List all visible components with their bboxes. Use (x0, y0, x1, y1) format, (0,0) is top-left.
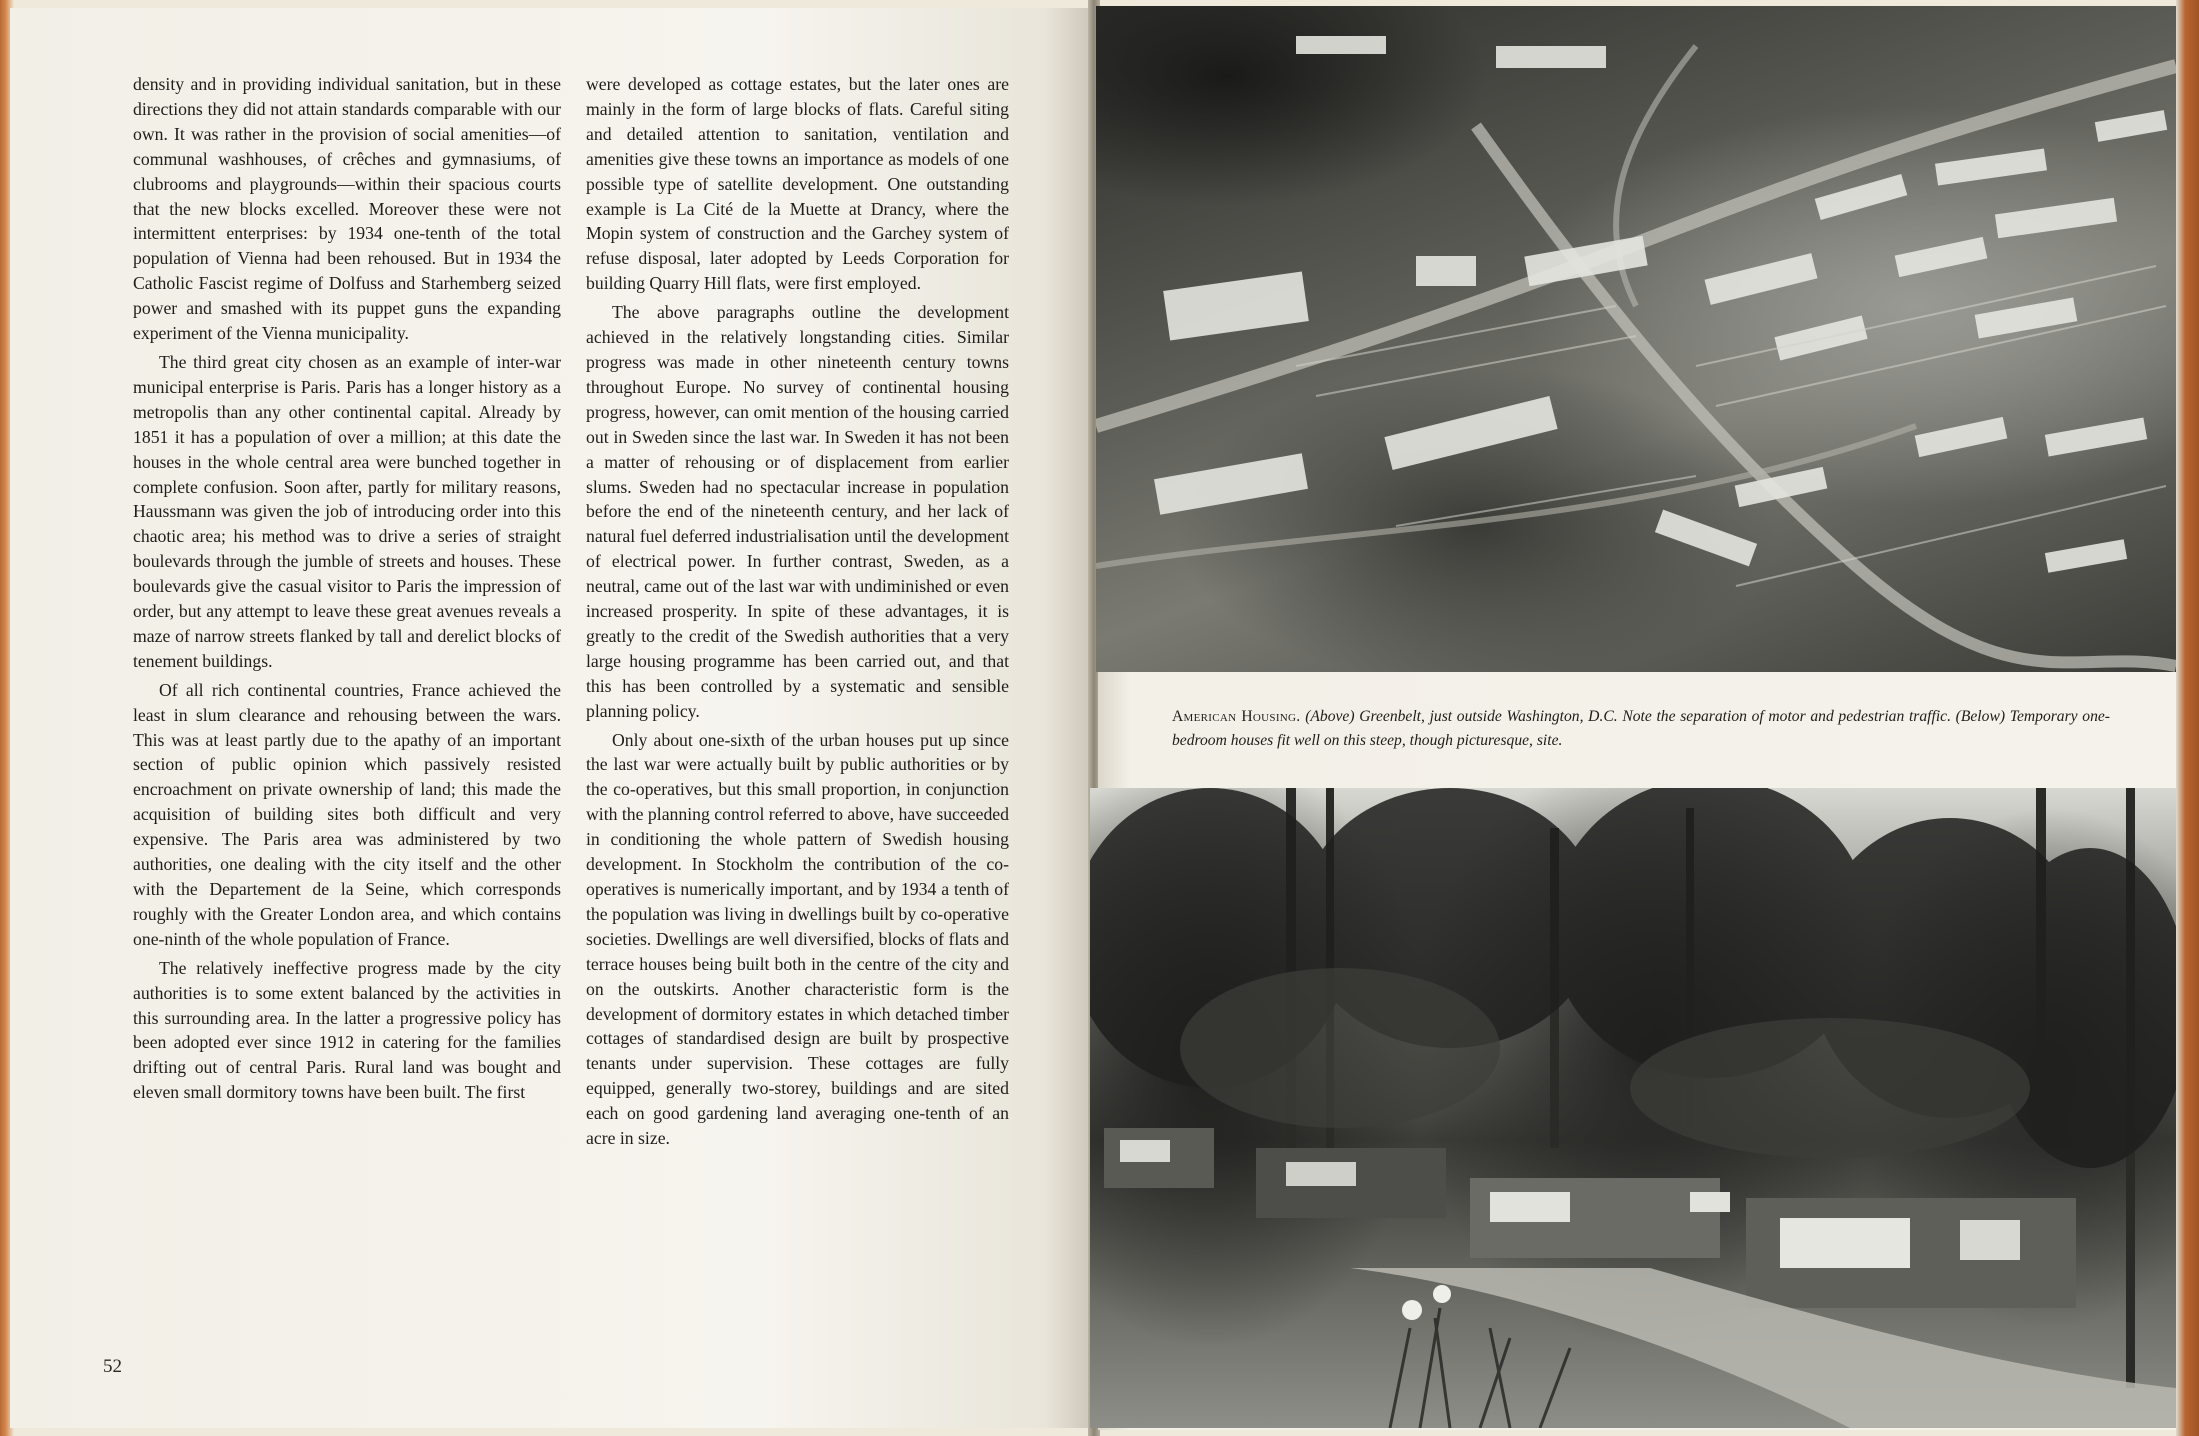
book-cover-edge (2176, 0, 2199, 1436)
aerial-photo-greenbelt (1096, 6, 2176, 672)
text-column-right (586, 72, 1009, 1151)
paragraph: The relatively ineffective progress made by the city authorities is to some extent balanced by the activities in this surrounding area. In the latter a progressive policy has been adopted ever since 1912 in catering for the families drifting out of central Paris. Rural land was bought and eleven small dormitory towns have been built. The first (133, 957, 561, 1103)
caption-text-below: (Below) Temporary one-bedroom houses fit well on this steep, though picturesque, site. (1172, 708, 2110, 749)
caption-lead: American Housing. (1172, 708, 1301, 725)
paragraph: The third great city chosen as an example of inter-war municipal enterprise is Paris. Paris has a longer history as a metropolis than any other continental capital. Already by 1851 it has a population of over a million; at this date the houses in the whole central area were bunched together in complete confusion. Soon after, partly for military reasons, Haussmann was given the job of introducing order into this chaotic area; his method was to drive a series of straight boulevards through the jumble of streets and houses. These boulevards give the casual visitor to Paris the impression of order, but any attempt to leave these great avenues reveals a maze of narrow streets flanked by tall and derelict blocks of tenement buildings. (133, 351, 561, 671)
paragraph: Of all rich continental countries, France achieved the least in slum clearance and rehousing between the wars. This was at least partly due to the apathy of an important section of public opinion which passively resisted encroachment on private ownership of land; this made the acquisition of building sites both difficult and very expensive. The Paris area was administered by two authorities, one dealing with the city itself and the other with the Departement de la Seine, which corresponds roughly with the Greater London area, and which contains one-ninth of the whole population of France. (133, 679, 561, 949)
paragraph: Only about one-sixth of the urban houses put up since the last war were actually built by public authorities or by the co-operatives, but this small proportion, in conjunction with the planning control referred to above, have succeeded in conditioning the whole pattern of Swedish housing development. In Stockholm the contribution of the co-operatives is numerically important, and by 1934 a tenth of the population was living in dwellings built by co-operative societies. Dwellings are well diversified, blocks of flats and terrace houses being built both in the centre of the city and on the outskirts. Another characteristic form is the development of dormitory estates in which detached timber cottages of standardised design are built by prospective tenants under supervision. These cottages are fully equipped, generally two-storey, buildings and are sited each on good gardening land averaging one-tenth of an acre in size. (586, 729, 1009, 1149)
paragraph: density and in providing individual sanitation, but in these directions they did not attain standards comparable with our own. It was rather in the provision of social amenities—of communal washhouses, of crêches and gymnasiums, of clubrooms and playgrounds—within their spacious courts that the new blocks excelled. Moreover these were not intermittent enterprises: by 1934 one-tenth of the total population of Vienna had been rehoused. But in 1934 the Catholic Fascist regime of Dolfuss and Starhemberg seized power and smashed with its puppet guns the expanding experiment of the Vienna municipality. (133, 74, 561, 344)
paragraph: The above paragraphs outline the development achieved in the relatively longstanding cities. Similar progress was made in other nineteenth century towns throughout Europe. No survey of continental housing progress, however, can omit mention of the housing carried out in Sweden since the last war. In Sweden it has not been a matter of rehousing or of displacement from earlier slums. Sweden had no spectacular increase in population before the end of the nineteenth century, and her lack of natural fuel deferred industrialisation until the development of electrical power. In further contrast, Sweden, as a neutral, came out of the last war with undiminished or even increased prosperity. In spite of these advantages, it is greatly to the credit of the Swedish authorities that a very large housing programme has been carried out, and that this has been controlled by a systematic and sensible planning policy. (586, 302, 1009, 721)
page-number: 52 (103, 1356, 122, 1377)
text-column-left (133, 72, 561, 1105)
caption-text-above: (Above) Greenbelt, just outside Washington, D.C. Note the separation of motor and pedestrian traffic. (1305, 708, 1951, 725)
photo-caption (1172, 705, 2110, 753)
paragraph: were developed as cottage estates, but the later ones are mainly in the form of large blocks of flats. Careful siting and detailed attention to sanitation, ventilation and amenities give these towns an importance as models of one possible type of satellite development. One outstanding example is La Cité de la Muette at Drancy, where the Mopin system of construction and the Garchey system of refuse disposal, later adopted by Leeds Corporation for building Quarry Hill flats, were first employed. (586, 74, 1009, 294)
photo-temporary-houses (1090, 788, 2176, 1428)
